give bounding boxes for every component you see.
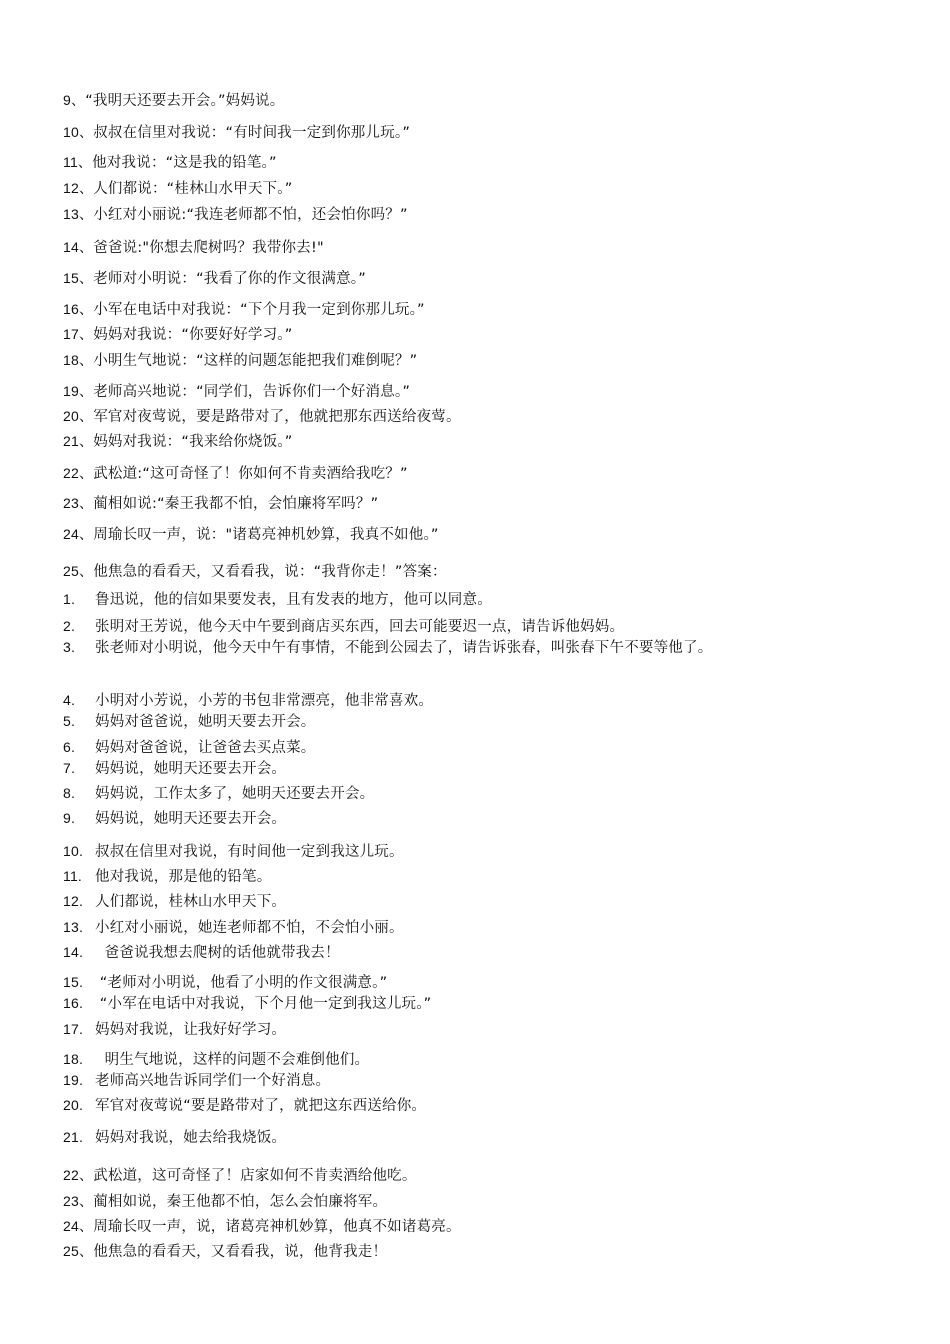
line-text: 妈妈对我说：“我来给你烧饭。”: [93, 434, 293, 450]
line-number: 16.: [63, 995, 84, 1011]
line-number: 21、: [63, 433, 94, 449]
line-number: 21.: [63, 1129, 84, 1145]
line-number: 10.: [63, 843, 84, 859]
line-text: 老师对小明说：“我看了你的作文很满意。”: [93, 271, 366, 287]
line-number: 11、: [63, 154, 93, 170]
line-text: 老师高兴地说：“同学们，告诉你们一个好消息。”: [93, 384, 411, 400]
line-text: 他对我说：“这是我的铅笔。”: [92, 155, 277, 171]
line-number: 14.: [63, 944, 84, 960]
line-text: 他对我说，那是他的铅笔。: [95, 869, 272, 885]
question-line: [63, 269, 366, 288]
line-text: 小明对小芳说，小芳的书包非常漂亮，他非常喜欢。: [95, 693, 434, 709]
question-line: [63, 351, 417, 370]
question-line: [63, 407, 461, 426]
question-line: [63, 494, 378, 513]
line-number: 23、: [63, 1193, 94, 1209]
question-line: [63, 325, 292, 344]
line-text: 鲁迅说，他的信如果要发表，且有发表的地方，他可以同意。: [95, 592, 492, 608]
answer-line: [63, 759, 286, 778]
line-number: 22、: [63, 465, 94, 481]
answer-line: [63, 691, 433, 710]
line-text: 他焦急的看看天，又看看我，说：“我背你走！”答案：: [93, 564, 447, 580]
question-line: [63, 300, 425, 319]
line-number: 20.: [63, 1097, 84, 1113]
question-line: [63, 464, 408, 483]
line-text: 周瑜长叹一声，说，诸葛亮神机妙算，他真不如诸葛亮。: [93, 1219, 461, 1235]
answer-line: [63, 809, 286, 828]
line-text: 妈妈对我说：“你要好好学习。”: [93, 327, 293, 343]
answer-line: [63, 918, 404, 937]
line-number: 17、: [63, 326, 94, 342]
line-text: 周瑜长叹一声，说："诸葛亮神机妙算，我真不如他。”: [93, 527, 439, 543]
line-number: 24、: [63, 1218, 94, 1234]
answer-line: [63, 1217, 461, 1236]
answer-line: [63, 1020, 286, 1039]
line-number: 8.: [63, 785, 76, 801]
answer-line: [63, 1096, 426, 1115]
line-text: “小军在电话中对我说，下个月他一定到我这儿玩。”: [95, 996, 432, 1012]
line-text: 小红对小丽说，她连老师都不怕，不会怕小丽。: [95, 920, 404, 936]
line-number: 10、: [63, 124, 94, 140]
line-number: 20、: [63, 408, 94, 424]
question-line: [63, 205, 408, 224]
line-number: 23、: [63, 495, 94, 511]
line-number: 9.: [63, 810, 76, 826]
answer-line: [63, 943, 340, 962]
line-text: 蔺相如说，秦王他都不怕，怎么会怕廉将军。: [93, 1194, 388, 1210]
line-number: 12.: [63, 893, 84, 909]
answer-line: [63, 842, 404, 861]
question-line: [63, 179, 292, 198]
line-number: 1.: [63, 591, 76, 607]
line-text: 明生气地说，这样的问题不会难倒他们。: [95, 1052, 370, 1068]
line-number: 17.: [63, 1021, 84, 1037]
line-text: 叔叔在信里对我说，有时间他一定到我这儿玩。: [95, 844, 404, 860]
line-text: 妈妈对爸爸说，她明天要去开会。: [95, 714, 316, 730]
line-number: 12、: [63, 180, 94, 196]
line-text: 张明对王芳说，他今天中午要到商店买东西，回去可能要迟一点，请告诉他妈妈。: [95, 619, 625, 635]
line-text: 小明生气地说：“这样的问题怎能把我们难倒呢？”: [93, 353, 418, 369]
answer-line: [63, 617, 624, 636]
line-number: 18.: [63, 1051, 84, 1067]
line-number: 24、: [63, 526, 94, 542]
answer-line: [63, 867, 271, 886]
line-text: 人们都说：“桂林山水甲天下。”: [93, 181, 293, 197]
answer-line: [63, 1050, 369, 1069]
question-line: [63, 91, 284, 110]
answer-line: [63, 638, 712, 657]
line-text: 军官对夜莺说，要是路带对了，他就把那东西送给夜莺。: [93, 409, 461, 425]
line-text: 老师高兴地告诉同学们一个好消息。: [95, 1073, 331, 1089]
line-number: 3.: [63, 639, 76, 655]
line-text: 蔺相如说:“秦王我都不怕，会怕廉将军吗？”: [93, 496, 379, 512]
line-number: 25、: [63, 563, 94, 579]
line-number: 25、: [63, 1243, 94, 1259]
line-text: 妈妈说，工作太多了，她明天还要去开会。: [95, 786, 375, 802]
line-text: 妈妈对我说，她去给我烧饭。: [95, 1130, 287, 1146]
question-line: [63, 562, 447, 581]
line-text: 武松道:“这可奇怪了！你如何不肯卖酒给我吃？”: [93, 466, 408, 482]
line-number: 4.: [63, 692, 76, 708]
line-number: 7.: [63, 760, 76, 776]
line-text: 爸爸说:"你想去爬树吗？我带你去!": [93, 240, 324, 256]
line-text: 爸爸说我想去爬树的话他就带我去！: [95, 945, 340, 961]
question-line: [63, 238, 324, 257]
answer-line: [63, 712, 316, 731]
line-number: 11.: [63, 868, 83, 884]
answer-line: [63, 1242, 387, 1261]
answer-line: [63, 1166, 417, 1185]
line-text: 叔叔在信里对我说：“有时间我一定到你那儿玩。”: [93, 125, 411, 141]
line-number: 19、: [63, 383, 94, 399]
question-line: [63, 382, 410, 401]
question-line: [63, 525, 439, 544]
answer-line: [63, 1071, 330, 1090]
answer-line: [63, 892, 286, 911]
answer-line: [63, 738, 316, 757]
question-line: [63, 123, 410, 142]
line-number: 22、: [63, 1167, 94, 1183]
answer-line: [63, 784, 374, 803]
line-number: 2.: [63, 618, 76, 634]
answer-line: [63, 590, 492, 609]
line-number: 16、: [63, 301, 94, 317]
line-number: 19.: [63, 1072, 84, 1088]
line-text: 妈妈对爸爸说，让爸爸去买点菜。: [95, 740, 316, 756]
line-text: 妈妈说，她明天还要去开会。: [95, 811, 287, 827]
answer-line: [63, 1128, 286, 1147]
answer-line: [63, 994, 431, 1013]
line-text: 他焦急的看看天，又看看我，说，他背我走！: [93, 1244, 388, 1260]
line-text: 张老师对小明说，他今天中午有事情，不能到公园去了，请告诉张春，叫张春下午不要等他了。: [95, 640, 713, 656]
line-number: 18、: [63, 352, 94, 368]
line-number: 15、: [63, 270, 94, 286]
line-text: 小红对小丽说:“我连老师都不怕，还会怕你吗？”: [93, 207, 408, 223]
answer-line: [63, 1192, 387, 1211]
line-text: 妈妈对我说，让我好好学习。: [95, 1022, 287, 1038]
line-number: 13.: [63, 919, 84, 935]
line-text: 小军在电话中对我说：“下个月我一定到你那儿玩。”: [93, 302, 425, 318]
line-text: 武松道，这可奇怪了！店家如何不肯卖酒给他吃。: [93, 1168, 417, 1184]
line-text: 人们都说，桂林山水甲天下。: [95, 894, 287, 910]
question-line: [63, 432, 292, 451]
question-line: [63, 153, 277, 172]
line-number: 5.: [63, 713, 76, 729]
line-number: 13、: [63, 206, 94, 222]
line-number: 9、: [63, 92, 86, 108]
line-text: 妈妈说，她明天还要去开会。: [95, 761, 287, 777]
line-text: “我明天还要去开会。”妈妈说。: [85, 93, 285, 109]
line-number: 14、: [63, 239, 94, 255]
line-text: 军官对夜莺说“要是路带对了，就把这东西送给你。: [95, 1098, 427, 1114]
answer-line: [63, 973, 387, 992]
line-number: 15.: [63, 974, 84, 990]
line-number: 6.: [63, 739, 76, 755]
line-text: “老师对小明说，他看了小明的作文很满意。”: [95, 975, 388, 991]
